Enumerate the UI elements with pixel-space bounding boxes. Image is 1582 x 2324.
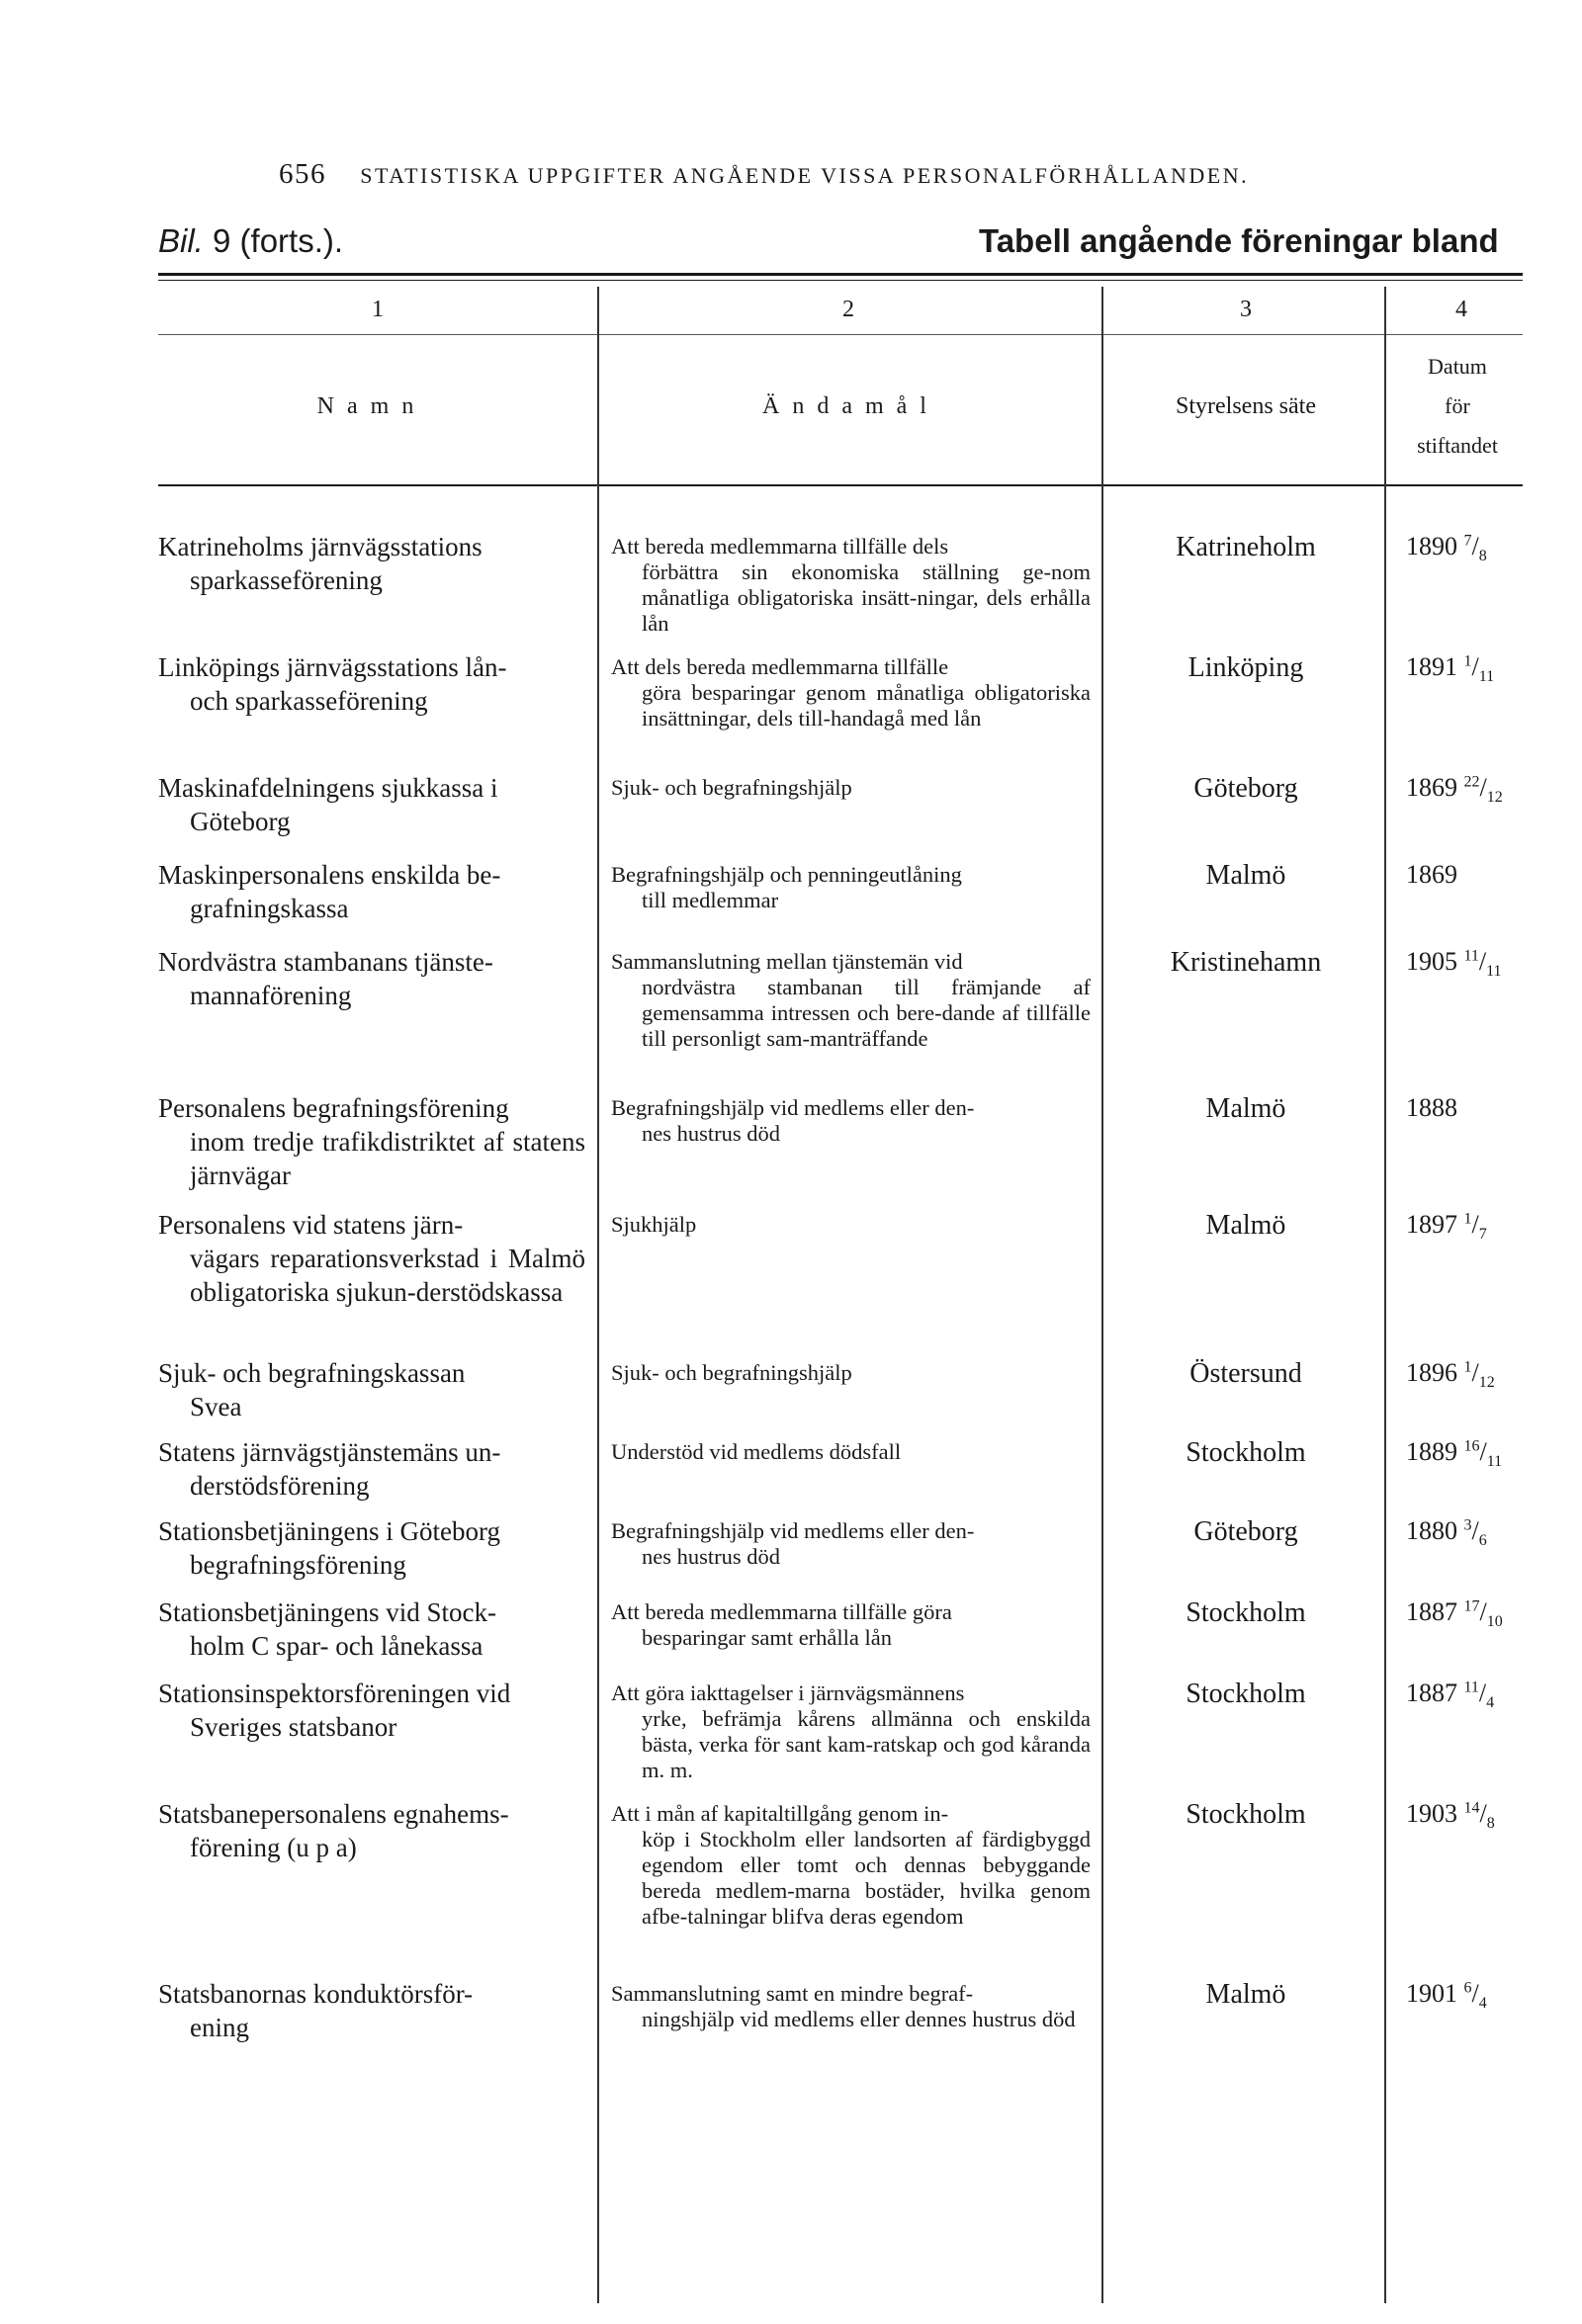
datum-slash: /	[1471, 1358, 1479, 1387]
row-datum	[1392, 1979, 1537, 2013]
datum-day: 16	[1463, 1437, 1480, 1455]
namn-line-1: Stationsbetjäningens i Göteborg	[158, 1516, 500, 1546]
row-andamal	[611, 1439, 1091, 1465]
row-datum	[1392, 652, 1537, 686]
datum-year: 1887	[1406, 1678, 1457, 1707]
row-datum	[1392, 1516, 1537, 1550]
datum-day: 6	[1463, 1979, 1472, 1997]
row-andamal	[611, 1360, 1091, 1386]
datum-year: 1890	[1406, 532, 1457, 560]
datum-slash: /	[1471, 1516, 1479, 1545]
andamal-line-1: Sammanslutning mellan tjänstemän vid	[611, 949, 963, 974]
datum-day: 11	[1463, 1678, 1479, 1696]
namn-line-1: Nordvästra stambanans tjänste-	[158, 947, 493, 977]
row-sate: Linköping	[1187, 652, 1304, 683]
row-datum	[1392, 773, 1537, 807]
row-namn	[158, 1435, 585, 1503]
column-divider-2	[1101, 287, 1103, 2303]
datum-month: 8	[1478, 548, 1487, 565]
datum-year: 1896	[1406, 1358, 1457, 1387]
andamal-line-1: Att bereda medlemmarna tillfälle göra	[611, 1599, 952, 1624]
datum-month: 4	[1486, 1694, 1495, 1712]
bil-label	[158, 222, 343, 260]
namn-line-2: begrafningsförening	[190, 1550, 406, 1580]
andamal-line-1: Understöd vid medlems dödsfall	[611, 1439, 902, 1464]
datum-slash: /	[1478, 947, 1487, 976]
row-andamal	[611, 1095, 1091, 1147]
datum-slash: /	[1471, 1979, 1479, 2008]
row-sate: Stockholm	[1186, 1799, 1306, 1830]
column-number-4: 4	[1455, 297, 1467, 322]
row-sate: Malmö	[1205, 1979, 1286, 2010]
datum-month: 10	[1486, 1613, 1503, 1631]
row-datum	[1392, 1210, 1537, 1244]
namn-line-1: Personalens begrafningsförening	[158, 1093, 509, 1123]
andamal-line-1: Begrafningshjälp vid medlems eller den-	[611, 1518, 975, 1543]
namn-line-2: mannaförening	[190, 981, 352, 1010]
namn-line-1: Linköpings järnvägsstations lån-	[158, 652, 507, 682]
column-number-1: 1	[372, 297, 384, 322]
namn-line-2: sparkasseförening	[190, 565, 383, 595]
row-namn	[158, 1091, 585, 1192]
datum-slash: /	[1471, 652, 1479, 681]
andamal-line-1: Sjuk- och begrafningshjälp	[611, 1360, 852, 1385]
row-sate: Malmö	[1205, 1093, 1286, 1124]
namn-line-1: Statens järnvägstjänstemäns un-	[158, 1437, 501, 1467]
bil-text: Bil.	[158, 222, 204, 259]
datum-month: 6	[1478, 1532, 1487, 1550]
namn-line-1: Personalens vid statens järn-	[158, 1210, 464, 1240]
datum-year: 1903	[1406, 1799, 1457, 1828]
datum-day: 22	[1463, 773, 1480, 791]
datum-slash: /	[1479, 1799, 1487, 1828]
datum-day: 1	[1463, 1210, 1472, 1228]
datum-day: 17	[1463, 1597, 1480, 1615]
header-rule-top-thin	[158, 280, 1523, 281]
andamal-line-1: Sjuk- och begrafningshjälp	[611, 775, 852, 800]
row-sate: Göteborg	[1193, 1516, 1298, 1547]
datum-month: 7	[1478, 1226, 1487, 1244]
row-namn	[158, 530, 585, 597]
datum-day: 7	[1463, 532, 1472, 550]
column-header-andamal: Ändamål	[762, 393, 939, 419]
datum-slash: /	[1471, 532, 1479, 560]
datum-year: 1891	[1406, 652, 1457, 681]
datum-month: 4	[1478, 1995, 1487, 2013]
column-number-2: 2	[842, 297, 854, 322]
header-rule-top	[158, 273, 1523, 276]
row-sate: Malmö	[1205, 1210, 1286, 1241]
andamal-line-2: nes hustrus död	[642, 1121, 780, 1146]
row-andamal	[611, 1518, 1091, 1570]
row-sate: Göteborg	[1193, 773, 1298, 804]
namn-line-1: Stationsinspektorsföreningen vid	[158, 1678, 511, 1708]
andamal-line-2: nes hustrus död	[642, 1544, 780, 1569]
datum-slash: /	[1471, 1210, 1479, 1239]
row-sate: Östersund	[1189, 1358, 1302, 1389]
row-datum	[1392, 1093, 1537, 1123]
row-andamal	[611, 862, 1091, 913]
datum-day: 1	[1463, 1358, 1472, 1376]
bil-number: 9 (forts.).	[213, 222, 344, 259]
datum-year: 1888	[1406, 1093, 1457, 1122]
row-datum	[1392, 1678, 1537, 1712]
datum-month: 12	[1478, 1374, 1495, 1392]
namn-line-2: holm C spar- och lånekassa	[190, 1631, 483, 1661]
row-namn	[158, 1797, 585, 1864]
andamal-line-2: yrke, befrämja kårens allmänna och enskilda bästa, verka för sant kam-ratskap och god kåranda m. m.	[642, 1706, 1091, 1782]
datum-month: 11	[1486, 963, 1502, 981]
column-header-datum-3: stiftandet	[1417, 433, 1498, 458]
datum-year: 1905	[1406, 947, 1457, 976]
namn-line-2: derstödsförening	[190, 1471, 370, 1501]
page-number: 656	[279, 158, 326, 190]
namn-line-2: Svea	[190, 1392, 242, 1421]
datum-slash: /	[1479, 1437, 1487, 1466]
column-divider-3	[1384, 287, 1386, 2303]
column-number-rule	[158, 334, 1523, 335]
namn-line-1: Katrineholms järnvägsstations	[158, 532, 483, 561]
datum-month: 11	[1478, 668, 1495, 686]
datum-year: 1901	[1406, 1979, 1457, 2008]
table-title: Tabell angående föreningar bland	[979, 222, 1499, 259]
datum-day: 11	[1463, 947, 1479, 965]
column-header-datum-1: Datum	[1428, 354, 1487, 379]
row-andamal	[611, 534, 1091, 637]
andamal-line-1: Begrafningshjälp och penningeutlåning	[611, 862, 962, 887]
row-namn	[158, 858, 585, 925]
datum-year: 1887	[1406, 1597, 1457, 1626]
namn-line-2: vägars reparationsverkstad i Malmö obligatoriska sjukun-derstödskassa	[190, 1244, 585, 1307]
column-header-sate: Styrelsens säte	[1176, 393, 1316, 419]
namn-line-2: ening	[190, 2013, 249, 2042]
row-andamal	[611, 654, 1091, 732]
namn-line-2: inom tredje trafikdistriktet af statens järnvägar	[190, 1127, 585, 1190]
namn-line-1: Maskinpersonalens enskilda be-	[158, 860, 501, 890]
andamal-line-2: nordvästra stambanan till främjande af gemensamma intressen och bere-dande af tillfälle till personligt sam-manträffande	[642, 975, 1091, 1051]
datum-year: 1869	[1406, 773, 1457, 802]
row-sate: Katrineholm	[1176, 532, 1316, 562]
header-rule-bottom	[158, 484, 1523, 486]
andamal-line-2: ningshjälp vid medlems eller dennes hustrus död	[642, 2007, 1076, 2031]
row-sate: Stockholm	[1186, 1597, 1306, 1628]
row-namn	[158, 1514, 585, 1582]
row-namn	[158, 1595, 585, 1663]
column-header-datum-2: för	[1445, 393, 1470, 418]
datum-day: 14	[1463, 1799, 1480, 1817]
namn-line-1: Stationsbetjäningens vid Stock-	[158, 1597, 496, 1627]
row-namn	[158, 1208, 585, 1309]
row-datum	[1392, 1358, 1537, 1392]
row-sate: Stockholm	[1186, 1437, 1306, 1468]
andamal-line-1: Begrafningshjälp vid medlems eller den-	[611, 1095, 975, 1120]
row-andamal	[611, 775, 1091, 801]
row-namn	[158, 1356, 585, 1423]
datum-day: 3	[1463, 1516, 1472, 1534]
page-title: STATISTISKA UPPGIFTER ANGÅENDE VISSA PERSONALFÖRHÅLLANDEN.	[360, 163, 1250, 188]
andamal-line-1: Att bereda medlemmarna tillfälle dels	[611, 534, 949, 559]
andamal-line-2: köp i Stockholm eller landsorten af färdigbyggd egendom eller tomt och dennas bebyggande bereda medlem-marna bostäder, hvilka genom afbe-talningar blifva deras egendom	[642, 1827, 1091, 1929]
namn-line-2: och sparkasseförening	[190, 686, 428, 716]
namn-line-1: Sjuk- och begrafningskassan	[158, 1358, 466, 1388]
namn-line-2: Göteborg	[190, 807, 291, 836]
namn-line-1: Statsbanornas konduktörsför-	[158, 1979, 474, 2009]
datum-month: 12	[1486, 789, 1503, 807]
row-andamal	[611, 1212, 1091, 1238]
andamal-line-1: Sjukhjälp	[611, 1212, 697, 1237]
column-divider-1	[597, 287, 599, 2303]
datum-year: 1880	[1406, 1516, 1457, 1545]
andamal-line-2: göra besparingar genom månatliga obligatoriska insättningar, dels till-handagå med lån	[642, 680, 1091, 731]
row-andamal	[611, 1981, 1091, 2032]
row-andamal	[611, 1801, 1091, 1930]
row-sate: Malmö	[1205, 860, 1286, 891]
namn-line-2: Sveriges statsbanor	[190, 1712, 397, 1742]
andamal-line-1: Att göra iakttagelser i järnvägsmännens	[611, 1680, 965, 1705]
andamal-line-1: Att i mån af kapitaltillgång genom in-	[611, 1801, 949, 1826]
datum-day: 1	[1463, 652, 1472, 670]
row-namn	[158, 1677, 585, 1744]
page-header	[279, 158, 1249, 191]
row-andamal	[611, 949, 1091, 1052]
column-header-namn: Namn	[316, 393, 427, 419]
andamal-line-2: till medlemmar	[642, 888, 779, 912]
row-namn	[158, 771, 585, 838]
andamal-line-2: besparingar samt erhålla lån	[642, 1625, 893, 1650]
row-namn	[158, 1977, 585, 2044]
namn-line-1: Maskinafdelningens sjukkassa i	[158, 773, 498, 803]
datum-year: 1897	[1406, 1210, 1457, 1239]
row-datum	[1392, 1799, 1537, 1833]
datum-year: 1889	[1406, 1437, 1457, 1466]
column-number-3: 3	[1240, 297, 1252, 322]
row-sate: Stockholm	[1186, 1678, 1306, 1709]
datum-slash: /	[1479, 773, 1487, 802]
andamal-line-2: förbättra sin ekonomiska ställning ge-nom månatliga obligatoriska insätt-ningar, dels erhålla lån	[642, 559, 1091, 636]
andamal-line-1: Att dels bereda medlemmarna tillfälle	[611, 654, 949, 679]
row-datum	[1392, 532, 1537, 565]
datum-month: 11	[1486, 1453, 1503, 1471]
namn-line-2: grafningskassa	[190, 894, 349, 923]
row-sate: Kristinehamn	[1170, 947, 1322, 978]
row-datum	[1392, 860, 1537, 890]
row-datum	[1392, 947, 1537, 981]
namn-line-1: Statsbanepersonalens egnahems-	[158, 1799, 509, 1829]
namn-line-2: förening (u p a)	[190, 1833, 357, 1862]
datum-slash: /	[1479, 1597, 1487, 1626]
row-datum	[1392, 1597, 1537, 1631]
datum-month: 8	[1486, 1815, 1495, 1833]
row-namn	[158, 650, 585, 718]
datum-year: 1869	[1406, 860, 1457, 889]
row-namn	[158, 945, 585, 1012]
row-andamal	[611, 1680, 1091, 1783]
row-andamal	[611, 1599, 1091, 1651]
row-datum	[1392, 1437, 1537, 1471]
datum-slash: /	[1478, 1678, 1487, 1707]
andamal-line-1: Sammanslutning samt en mindre begraf-	[611, 1981, 974, 2006]
